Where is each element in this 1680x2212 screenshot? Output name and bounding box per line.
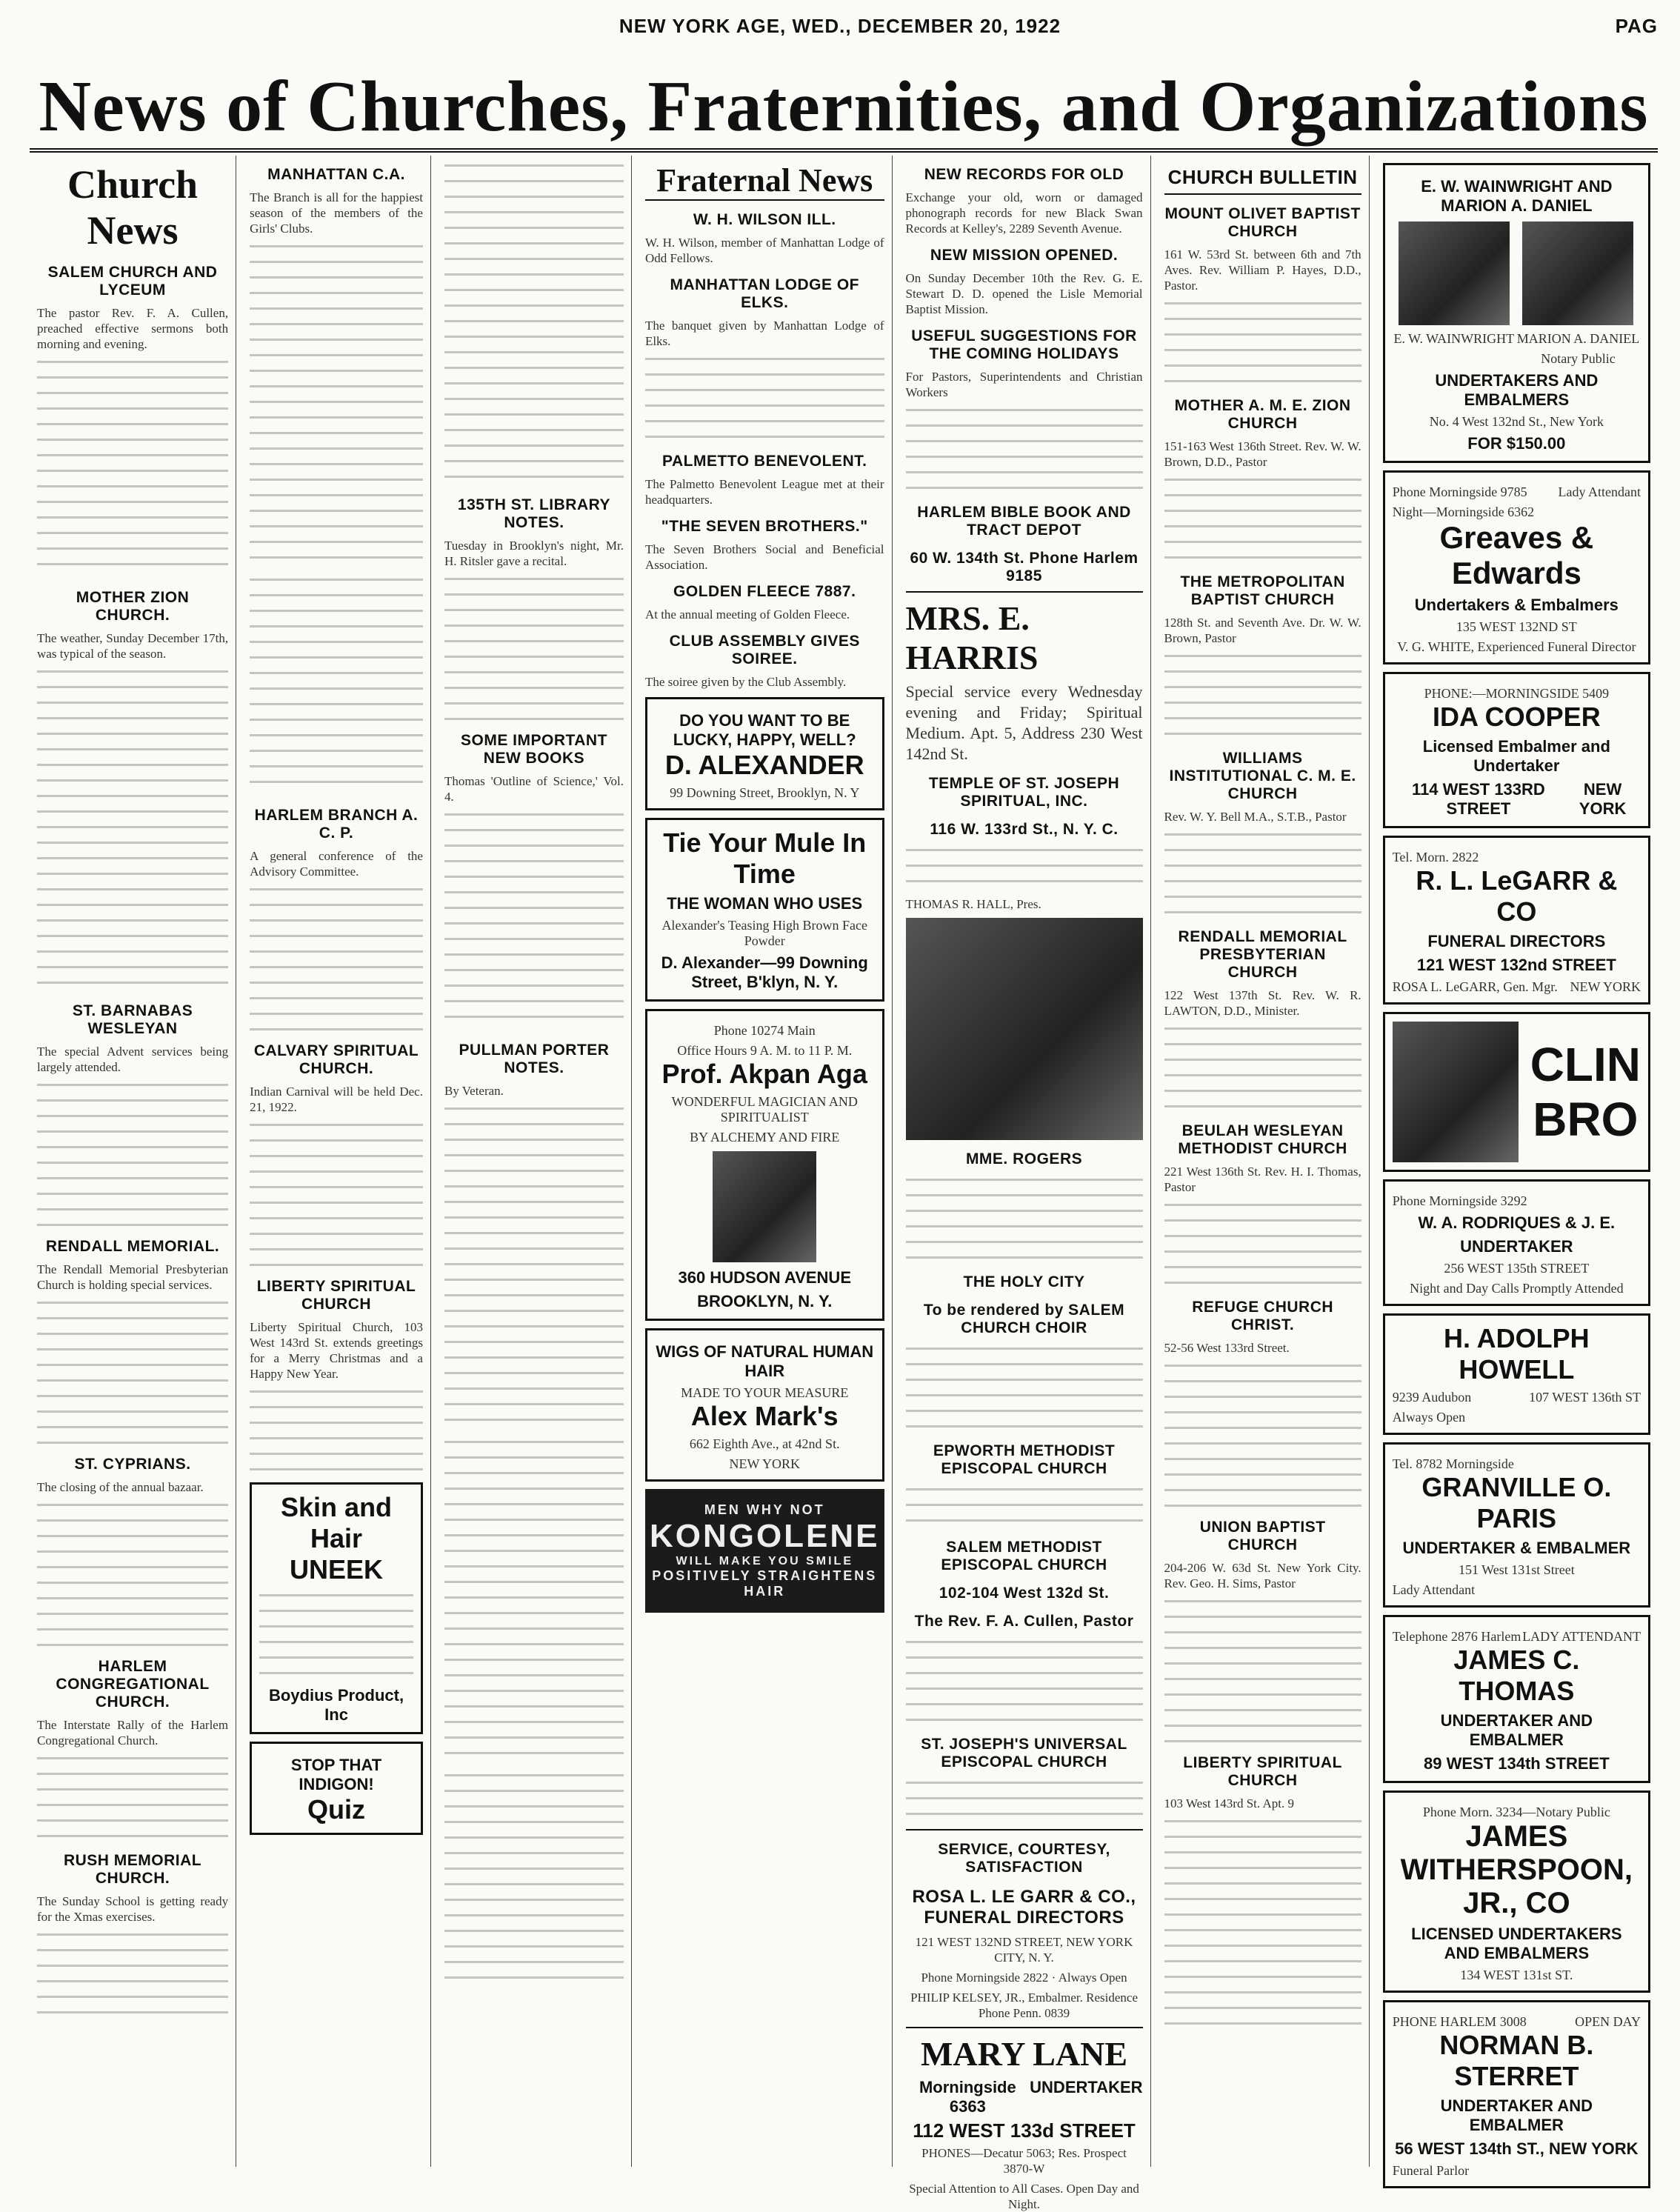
bulletin-lead: 221 West 136th St. Rev. H. I. Thomas, Pastor (1164, 1165, 1361, 1194)
article-text-block (250, 241, 423, 567)
ad-trade: LICENSED UNDERTAKERS AND EMBALMERS (1411, 1925, 1622, 1962)
photo-caption: E. W. WAINWRIGHT (1393, 331, 1515, 346)
ad-phone: Tel. 8782 Morningside (1392, 1456, 1514, 1471)
article-lead: By Veteran. (444, 1084, 504, 1098)
column-two (242, 156, 431, 2167)
garr-title: ROSA L. LE GARR & CO., FUNERAL DIRECTORS (912, 1887, 1136, 1928)
ad-name: Greaves & Edwards (1439, 520, 1594, 590)
article-lead: Liberty Spiritual Church, 103 West 143rd St. extends greetings for a Merry Christmas and a Happy New Year. (250, 1320, 423, 1381)
article-title: MANHATTAN LODGE OF ELKS. (670, 276, 859, 311)
article-lead: The Interstate Rally of the Harlem Congregational Church. (37, 1718, 229, 1748)
article-title: RENDALL MEMORIAL. (45, 1238, 220, 1255)
article-title: W. H. WILSON ILL. (693, 211, 836, 228)
ad-name: IDA COOPER (1433, 702, 1601, 732)
ad-city: BROOKLYN, N. Y. (697, 1292, 833, 1310)
bulletin-title: MOTHER A. M. E. ZION CHURCH (1174, 397, 1351, 432)
article-title: NEW MISSION OPENED. (930, 247, 1119, 264)
article (37, 1002, 228, 1227)
article-lead: The weather, Sunday December 17th, was typical of the season. (37, 631, 229, 661)
ad-phone: PHONE:—MORNINGSIDE 5409 (1424, 686, 1610, 701)
article-title: CALVARY SPIRITUAL CHURCH. (253, 1042, 419, 1077)
article-text-block (250, 574, 423, 796)
ad-footer: D. Alexander—99 Downing Street, B'klyn, N. Y. (661, 953, 868, 991)
bulletin-text-block (1164, 1199, 1361, 1288)
article-lead: The banquet given by Manhattan Lodge of Elks. (644, 319, 884, 348)
ad-name: GRANVILLE O. PARIS (1421, 1472, 1612, 1533)
article-text-block (906, 404, 1143, 493)
article (906, 166, 1143, 236)
article (645, 633, 884, 690)
article (444, 732, 624, 1031)
article-title: PULLMAN PORTER NOTES. (459, 1042, 610, 1076)
article (37, 589, 228, 992)
ad-trade: UNDERTAKER AND EMBALMER (1440, 1711, 1593, 1749)
ad-phone: PHONE HARLEM 3008 (1392, 2014, 1527, 2029)
ad-trade: FUNERAL DIRECTORS (1427, 932, 1606, 950)
harris-ad (906, 599, 1143, 764)
divider (906, 2027, 1143, 2028)
ad-address: No. 4 West 132nd St., New York (1429, 414, 1604, 429)
ad-greaves-edwards (1383, 470, 1650, 664)
ad-trade: UNDERTAKERS AND EMBALMERS (1435, 371, 1599, 409)
article-title: MANHATTAN C.A. (267, 166, 405, 183)
ad-wainwright (1383, 163, 1650, 463)
article-text-block (444, 573, 624, 722)
article-text-block (37, 1753, 228, 1842)
bulletin-lead: Rev. W. Y. Bell M.A., S.T.B., Pastor (1164, 810, 1347, 824)
ad-name: JAMES C. THOMAS (1453, 1645, 1580, 1706)
bulletin-title: BEULAH WESLEYAN METHODIST CHURCH (1178, 1122, 1347, 1157)
ad-phone: 9239 Audubon (1392, 1390, 1472, 1405)
article (444, 496, 624, 722)
article (645, 583, 884, 622)
ad-trade: UNDERTAKER (1460, 1237, 1573, 1256)
salem-me-address: 102-104 West 132d St. (939, 1585, 1110, 1602)
bulletin-item (1164, 205, 1361, 387)
ad-phone: Phone Morningside 9785 (1392, 484, 1527, 499)
article-title: RUSH MEMORIAL CHURCH. (63, 1852, 202, 1887)
ad-title: DO YOU WANT TO BE LUCKY, HAPPY, WELL? (673, 711, 856, 749)
st-josephs-title: ST. JOSEPH'S UNIVERSAL EPISCOPAL CHURCH (921, 1736, 1127, 1770)
epworth-text-block (906, 1484, 1143, 1528)
ad-hours: Office Hours 9 A. M. to 11 P. M. (677, 1043, 853, 1058)
article-text-block (37, 666, 228, 992)
photo-caption: MARION A. DANIEL (1516, 331, 1640, 346)
dateline-text: NEW YORK AGE, WED., DECEMBER 20, 1922 (619, 15, 1061, 37)
ad-address: 135 WEST 132ND ST (1456, 619, 1577, 634)
church-bulletin-heading: CHURCH BULLETIN (1164, 166, 1361, 195)
temple-signature: THOMAS R. HALL, Pres. (905, 897, 1041, 911)
article-title: CLUB ASSEMBLY GIVES SOIREE. (669, 633, 860, 667)
ad-note: Night and Day Calls Promptly Attended (1410, 1281, 1624, 1296)
article-lead: The Rendall Memorial Presbyterian Church is holding special services. (37, 1262, 229, 1292)
article-lead: On Sunday December 10th the Rev. G. E. Stewart D. D. opened the Lisle Memorial Baptist Mission. (905, 271, 1143, 316)
article (37, 1238, 228, 1445)
article-title: LIBERTY SPIRITUAL CHURCH (256, 1278, 416, 1313)
columns (30, 156, 1658, 2211)
article-lead: The Palmetto Benevolent League met at their headquarters. (644, 477, 884, 507)
epworth-title: EPWORTH METHODIST EPISCOPAL CHURCH (933, 1442, 1116, 1477)
ad-address: 56 WEST 134th ST., NEW YORK (1395, 2139, 1639, 2158)
ad-name: KONGOLENE (649, 1518, 880, 1554)
bulletin-lead: 52-56 West 133rd Street. (1164, 1341, 1290, 1355)
ad-title: Skin and Hair (281, 1492, 393, 1553)
mary-lane-name: MARY LANE (921, 2035, 1128, 2073)
article-text-block (37, 1929, 228, 2018)
ad-quiz (250, 1742, 423, 1835)
article-title: "THE SEVEN BROTHERS." (661, 518, 868, 535)
bulletin-lead: 204-206 W. 63d St. New York City. Rev. Geo. H. Sims, Pastor (1164, 1561, 1361, 1590)
ad-phone: Phone Morningside 3292 (1392, 1193, 1527, 1208)
bulletin-title: WILLIAMS INSTITUTIONAL C. M. E. CHURCH (1169, 750, 1356, 802)
article (37, 1658, 228, 1842)
article (906, 327, 1143, 493)
mary-lane-special: Special Attention to All Cases. Open Day and Night. (909, 2182, 1139, 2211)
bulletin-title: MOUNT OLIVET BAPTIST CHURCH (1164, 205, 1361, 240)
article-lead: At the annual meeting of Golden Fleece. (644, 607, 850, 622)
bulletin-lead: 128th St. and Seventh Ave. Dr. W. W. Brown, Pastor (1164, 616, 1361, 645)
ad-price: FOR $150.00 (1467, 434, 1566, 453)
bulletin-lead: 103 West 143rd St. Apt. 9 (1164, 1796, 1294, 1810)
article-lead: Exchange your old, worn or damaged phonograph records for new Black Swan Records at Kelley's, 2289 Seventh Avenue. (905, 190, 1143, 236)
ad-brand: UNEEK (290, 1554, 384, 1585)
ad-trade: Licensed Embalmer and Undertaker (1422, 737, 1610, 775)
bulletin-text-block (1164, 650, 1361, 739)
article (250, 1042, 423, 1267)
ad-attendant: Lady Attendant (1558, 484, 1641, 499)
holy-city-subtitle: To be rendered by SALEM CHURCH CHOIR (923, 1302, 1125, 1336)
ad-rodriques (1383, 1179, 1650, 1306)
ad-address: 134 WEST 131st ST. (1460, 1968, 1573, 1982)
bulletin-title: RENDALL MEMORIAL PRESBYTERIAN CHURCH (1178, 928, 1347, 981)
ad-city: NEW YORK (1570, 979, 1641, 994)
notary-label: Notary Public (1541, 351, 1616, 366)
ad-phone: Phone 10274 Main (713, 1023, 816, 1038)
bulletin-text-block (1164, 1360, 1361, 1508)
ad-address: 662 Eighth Ave., at 42nd St. (689, 1436, 840, 1451)
ad-name: Prof. Akpan Aga (661, 1059, 867, 1089)
ad-address: 99 Downing Street, Brooklyn, N. Y (670, 785, 860, 800)
article-title: SOME IMPORTANT NEW BOOKS (460, 732, 607, 767)
article-title: NEW RECORDS FOR OLD (924, 166, 1124, 183)
ad-wigs (645, 1328, 884, 1482)
masthead-title: News of Churches, Fraternities, and Organizations (39, 67, 1649, 147)
temple-address: 116 W. 133rd St., N. Y. C. (930, 821, 1119, 838)
bulletin-lead: 122 West 137th St. Rev. W. R. LAWTON, D.D., Minister. (1164, 988, 1361, 1018)
mary-lane-phones: PHONES—Decatur 5063; Res. Prospect 3870-W (921, 2146, 1127, 2176)
ad-address: 89 WEST 134th STREET (1424, 1754, 1610, 1773)
dateline (0, 15, 1680, 47)
article-text-block (444, 160, 624, 486)
harris-name: MRS. E. HARRIS (905, 599, 1039, 676)
page-tag: PAG (1615, 15, 1658, 37)
bulletin-title: UNION BAPTIST CHURCH (1199, 1519, 1326, 1553)
ad-name: D. ALEXANDER (664, 750, 864, 780)
bulletin-text-block (1164, 829, 1361, 918)
bulletin-title: LIBERTY SPIRITUAL CHURCH (1183, 1754, 1342, 1789)
article-lead: The pastor Rev. F. A. Cullen, preached effective sermons both morning and evening. (37, 306, 229, 351)
article-lead: Indian Carnival will be held Dec. 21, 1922. (250, 1085, 423, 1114)
ad-name: NORMAN B. STERRET (1439, 2030, 1594, 2091)
article-text-block (444, 809, 624, 1031)
ad-clinton-bros (1383, 1012, 1650, 1172)
ad-phone: Phone Morn. 3234—Notary Public (1422, 1805, 1610, 1819)
bulletin-text-block (1164, 1596, 1361, 1744)
salem-me-title: SALEM METHODIST EPISCOPAL CHURCH (941, 1539, 1107, 1573)
article (250, 807, 423, 1032)
bulletin-text-block (1164, 474, 1361, 563)
article (444, 1042, 624, 1992)
ad-address: 360 HUDSON AVENUE (678, 1268, 851, 1287)
bulletin-lead: 151-163 West 136th Street. Rev. W. W. Brown, D.D., Pastor (1164, 439, 1361, 469)
ad-akpan-aga (645, 1009, 884, 1321)
article-lead: W. H. Wilson, member of Manhattan Lodge of Odd Fellows. (644, 236, 884, 265)
article-title: 135TH ST. LIBRARY NOTES. (457, 496, 611, 531)
article-title: USEFUL SUGGESTIONS FOR THE COMING HOLIDAYS (911, 327, 1137, 362)
ad-lucky (645, 697, 884, 810)
ad-name-fragment: BRO (1533, 1093, 1639, 1146)
article-text-block (444, 1770, 624, 1992)
ad-mule (645, 818, 884, 1002)
column-church-bulletin (1157, 156, 1370, 2167)
mary-lane-phone: Morningside 6363 (919, 2078, 1016, 2116)
article-lead: The special Advent services being largely attended. (37, 1045, 229, 1074)
bulletin-title: REFUGE CHURCH CHRIST. (1192, 1299, 1334, 1333)
bulletin-item (1164, 1754, 1361, 2038)
fraternal-news-heading: Fraternal News (645, 161, 884, 201)
ad-title: E. W. WAINWRIGHT AND MARION A. DANIEL (1421, 177, 1613, 215)
column-five (899, 156, 1151, 2211)
bulletin-text-block (1164, 298, 1361, 387)
ad-top-line: MEN WHY NOT (704, 1502, 825, 1517)
ad-address: 121 WEST 132nd STREET (1416, 956, 1616, 974)
ad-address: 114 WEST 133RD STREET (1412, 780, 1545, 818)
ad-always-open: Always Open (1392, 1410, 1466, 1425)
article-lead: Tuesday in Brooklyn's night, Mr. H. Ritsler gave a recital. (444, 539, 624, 568)
ad-name: H. ADOLPH HOWELL (1444, 1323, 1590, 1385)
article (645, 211, 884, 266)
ad-skin-and-hair (250, 1482, 423, 1734)
mary-lane-trade: UNDERTAKER (1030, 2078, 1143, 2096)
article (250, 166, 423, 796)
ad-phone: Telephone 2876 Harlem (1392, 1629, 1521, 1644)
mary-lane-address: 112 WEST 133d STREET (913, 2119, 1136, 2142)
ad-manager: ROSA L. LeGARR, Gen. Mgr. (1392, 979, 1558, 994)
article-text-block (645, 353, 884, 442)
bible-depot-title: HARLEM BIBLE BOOK AND TRACT DEPOT (917, 504, 1131, 539)
ad-open: OPEN DAY (1575, 2014, 1641, 2029)
article (250, 1278, 423, 1475)
article-title: MOTHER ZION CHURCH. (76, 589, 190, 624)
photo-caption: MME. ROGERS (965, 1150, 1083, 1167)
article (37, 264, 228, 579)
article (37, 1456, 228, 1648)
article-title: ST. CYPRIANS. (74, 1456, 191, 1473)
ad-product: Quiz (307, 1794, 366, 1825)
portrait-image (1522, 221, 1633, 325)
article-text-block (444, 1436, 624, 1762)
ad-name: Alex Mark's (690, 1401, 839, 1431)
temple-title: TEMPLE OF ST. JOSEPH SPIRITUAL, INC. (928, 775, 1120, 810)
ad-trade: UNDERTAKER AND EMBALMER (1440, 2096, 1593, 2134)
ad-name: R. L. LeGARR & CO (1416, 865, 1618, 927)
garr-residence: Residence Phone Penn. 0839 (978, 1991, 1138, 2020)
garr-always-open: Always Open (1058, 1971, 1127, 1985)
bulletin-item (1164, 1122, 1361, 1288)
church-news-heading: Church News (67, 162, 199, 253)
ad-legarr (1383, 836, 1650, 1005)
article-lead: The Branch is all for the happiest season of the members of the Girls' Clubs. (250, 190, 423, 236)
garr-address: 121 WEST 132ND STREET, NEW YORK CITY, N. Y. (915, 1935, 1133, 1965)
article-text-block (250, 1119, 423, 1267)
ad-trade: Undertakers & Embalmers (1414, 596, 1619, 614)
article-text-block (37, 1079, 228, 1227)
article-lead: The Sunday School is getting ready for the Xmas exercises. (37, 1894, 229, 1924)
article (645, 453, 884, 507)
ad-sterret (1383, 2000, 1650, 2188)
article-title: PALMETTO BENEVOLENT. (662, 453, 867, 470)
article-title: SALEM CHURCH AND LYCEUM (47, 264, 218, 299)
bulletin-item (1164, 397, 1361, 563)
bulletin-item (1164, 928, 1361, 1112)
bulletin-item (1164, 573, 1361, 739)
salem-me-pastor: The Rev. F. A. Cullen, Pastor (914, 1613, 1134, 1630)
ad-address: 151 West 131st Street (1458, 1562, 1575, 1577)
ad-trade: UNDERTAKER & EMBALMER (1402, 1539, 1631, 1557)
bulletin-item (1164, 1299, 1361, 1508)
ad-tagline: STOP THAT INDIGON! (290, 1756, 382, 1793)
article (37, 1852, 228, 2018)
article-text-block (37, 1297, 228, 1445)
ad-attendant: Lady Attendant (1392, 1582, 1476, 1597)
ad-director: V. G. WHITE, Experienced Funeral Director (1397, 639, 1636, 654)
ad-night-phone: Night—Morningside 6362 (1392, 504, 1535, 519)
ad-howell (1383, 1313, 1650, 1435)
ad-paris (1383, 1442, 1650, 1608)
bulletin-lead: 161 W. 53rd St. between 6th and 7th Aves. Rev. William P. Hayes, D.D., Pastor. (1164, 247, 1361, 293)
article-title: GOLDEN FLEECE 7887. (673, 583, 856, 600)
ad-line: THE WOMAN WHO USES (667, 894, 863, 913)
portrait-image (906, 918, 1143, 1140)
article-title: HARLEM CONGREGATIONAL CHURCH. (56, 1658, 210, 1710)
ad-subtitle: BY ALCHEMY AND FIRE (690, 1130, 840, 1145)
ad-james-thomas (1383, 1615, 1650, 1783)
holy-city-text-block (906, 1343, 1143, 1432)
ad-title: WIGS OF NATURAL HUMAN HAIR (656, 1342, 874, 1380)
ad-bottom-line: POSITIVELY STRAIGHTENS HAIR (652, 1568, 878, 1599)
column-three (437, 156, 632, 2167)
article-lead: The Seven Brothers Social and Beneficial Association. (644, 542, 884, 572)
garr-service: SERVICE, COURTESY, SATISFACTION (938, 1841, 1110, 1876)
mary-lane (906, 2034, 1143, 2212)
bible-depot (906, 504, 1143, 585)
divider (906, 591, 1143, 593)
ad-text-block (259, 1590, 413, 1679)
bulletin-item (1164, 750, 1361, 918)
ad-city: NEW YORK (729, 1456, 800, 1471)
salem-me (906, 1539, 1143, 1725)
bible-depot-address: 60 W. 134th St. Phone Harlem 9185 (910, 550, 1139, 584)
bulletin-title: THE METROPOLITAN BAPTIST CHURCH (1180, 573, 1345, 608)
salem-me-text-block (906, 1636, 1143, 1725)
ad-name-fragment: CLIN (1530, 1038, 1641, 1091)
column-undertakers (1376, 156, 1658, 2178)
ad-city: NEW YORK (1579, 780, 1627, 818)
ad-address: 256 WEST 135th STREET (1444, 1261, 1590, 1276)
article-lead: A general conference of the Advisory Committee. (250, 849, 423, 879)
article (645, 518, 884, 573)
article-text-block (37, 356, 228, 579)
divider (906, 1829, 1143, 1830)
bulletin-text-block (1164, 1023, 1361, 1112)
ad-kongolene (645, 1489, 884, 1613)
article-title: HARLEM BRANCH A. C. P. (254, 807, 419, 842)
holy-city-title: THE HOLY CITY (963, 1273, 1085, 1290)
ad-parlor: Funeral Parlor (1392, 2163, 1470, 2178)
bulletin-item (1164, 1519, 1361, 1744)
article-lead: For Pastors, Superintendents and Christian Workers (905, 370, 1143, 399)
article (645, 276, 884, 442)
column-church-news (30, 156, 236, 2167)
garr-phone: Phone Morningside 2822 (921, 1971, 1049, 1985)
temple-text-block (906, 845, 1143, 889)
ad-ida-cooper (1383, 672, 1650, 828)
ad-tagline: WILL MAKE YOU SMILE (676, 1555, 853, 1568)
article-text-block (250, 884, 423, 1032)
article-title: ST. BARNABAS WESLEYAN (72, 1002, 193, 1037)
ad-witherspoon (1383, 1790, 1650, 1993)
article-text-block (444, 1103, 624, 1429)
ad-name: W. A. RODRIQUES & J. E. (1418, 1213, 1616, 1232)
article (906, 247, 1143, 317)
holy-city (906, 1273, 1143, 1432)
portrait-image (1399, 221, 1510, 325)
portrait-image (713, 1151, 816, 1262)
caption-text-block (906, 1174, 1143, 1263)
ad-phone: Tel. Morn. 2822 (1392, 850, 1479, 865)
article-text-block (250, 1386, 423, 1475)
ad-maker: Boydius Product, Inc (268, 1686, 404, 1724)
legarr-funeral-directors: SERVICE, COURTESY, SATISFACTION ROSA L. LE GARR & CO., FUNERAL DIRECTORS 121 WEST 132ND STREET, NEW YORK CITY, N. Y. Phone Morningside 2822 · Always Open PHILIP KELSEY, JR., Embalmer. Residence Phone Penn. 0839 (906, 1841, 1143, 2021)
portrait-image (1393, 1022, 1519, 1162)
ad-attendant: LADY ATTENDANT (1522, 1629, 1641, 1644)
article-lead: The closing of the annual bazaar. (37, 1480, 204, 1494)
ad-line: MADE TO YOUR MEASURE (681, 1385, 849, 1400)
st-josephs-text-block (906, 1777, 1143, 1822)
ad-subtitle: WONDERFUL MAGICIAN AND SPIRITUALIST (671, 1094, 858, 1125)
ad-title: Tie Your Mule In Time (663, 827, 867, 889)
column-fraternal-news (638, 156, 893, 2167)
masthead (30, 52, 1658, 153)
ad-name: JAMES WITHERSPOON, JR., CO (1400, 1820, 1633, 1919)
temple (906, 775, 1143, 912)
article-lead: Thomas 'Outline of Science,' Vol. 4. (444, 774, 624, 804)
article-text-block (37, 1499, 228, 1648)
garr-embalmer: PHILIP KELSEY, JR., Embalmer. (910, 1991, 1083, 2005)
ad-address: 107 WEST 136th ST (1529, 1390, 1641, 1405)
article-lead: The soiree given by the Club Assembly. (644, 675, 847, 689)
harris-text: Special service every Wednesday evening and Friday; Spiritual Medium. Apt. 5, Address 230 West 142nd St. (905, 682, 1143, 763)
ad-product: Alexander's Teasing High Brown Face Powder (661, 918, 868, 948)
bulletin-text-block (1164, 1816, 1361, 2038)
